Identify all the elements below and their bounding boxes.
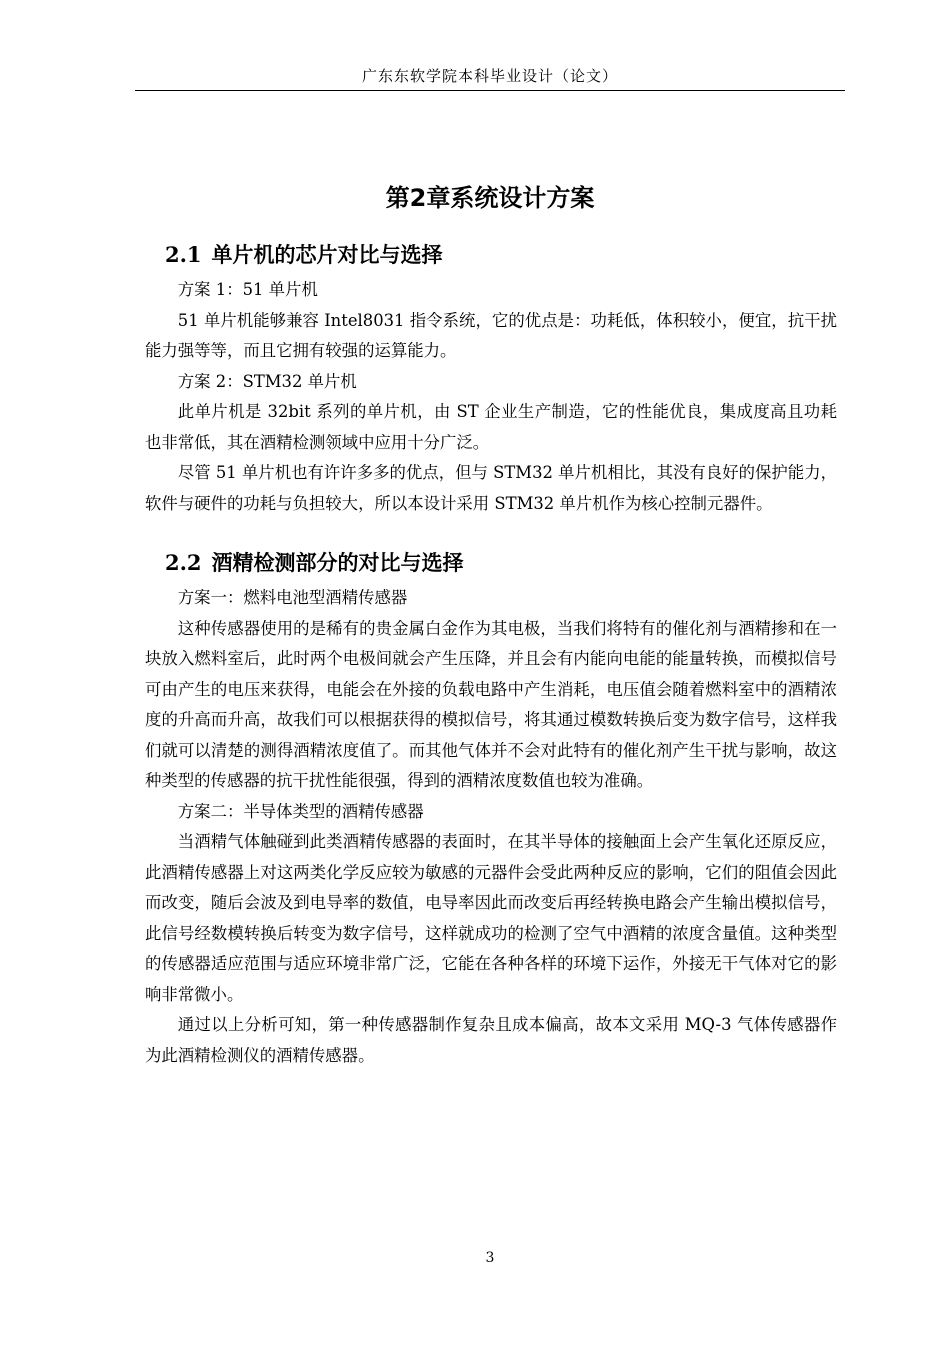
- paragraph: 方案一：燃料电池型酒精传感器: [177, 588, 408, 607]
- page-header: 广东东软学院本科毕业设计（论文）: [361, 67, 618, 85]
- paragraph: 方案 2：STM32 单片机: [177, 371, 357, 391]
- section-heading: [145, 235, 837, 275]
- section-2-1: [145, 235, 837, 519]
- paragraph: 方案二：半导体类型的酒精传感器: [177, 801, 424, 821]
- section-number: 2.2: [165, 550, 202, 575]
- page-number: 3: [485, 1250, 495, 1266]
- section-number: 2.1: [165, 242, 202, 267]
- section-heading: [145, 543, 837, 583]
- main-content: [145, 235, 837, 1071]
- paragraph: 方案 1：51 单片机: [177, 280, 318, 299]
- paragraph: 尽管 51 单片机也有许许多多的优点，但与 STM32 单片机相比，其没有良好的保护能力，软件与硬件的功耗与负担较大，所以本设计采用 STM32 单片机作为核心控制元器件。: [145, 463, 837, 513]
- paragraph: 通过以上分析可知，第一种传感器制作复杂且成本偏高，故本文采用 MQ-3 气体传感器作为此酒精检测仪的酒精传感器。: [145, 1015, 837, 1065]
- header-rule: [135, 90, 845, 91]
- paragraph: 51 单片机能够兼容 Intel8031 指令系统，它的优点是：功耗低，体积较小，便宜，抗干扰能力强等等，而且它拥有较强的运算能力。: [145, 310, 837, 360]
- section-title: 酒精检测部分的对比与选择: [211, 551, 464, 575]
- paragraph: 此单片机是 32bit 系列的单片机，由 ST 企业生产制造，它的性能优良，集成度高且功耗也非常低，其在酒精检测领域中应用十分广泛。: [145, 402, 837, 452]
- section-spacer: [145, 519, 837, 543]
- paragraph: 当酒精气体触碰到此类酒精传感器的表面时，在其半导体的接触面上会产生氧化还原反应，此酒精传感器上对这两类化学反应较为敏感的元器件会受此两种反应的影响，它们的阻值会因此而改变，随后会波及到电导率的数值，电导率因此而改变后再经转换电路会产生输出模拟信号，此信号经数模转换后转变为数字信号，这样就成功的检测了空气中酒精的浓度含量值。这种类型的传感器适应范围与适应环境非常广泛，它能在各种各样的环境下运作，外接无干气体对它的影响非常微小。: [145, 832, 837, 1004]
- section-title: 单片机的芯片对比与选择: [211, 243, 443, 267]
- section-2-2: [145, 543, 837, 1071]
- paragraph: 这种传感器使用的是稀有的贵金属白金作为其电极，当我们将特有的催化剂与酒精掺和在一块放入燃料室后，此时两个电极间就会产生压降，并且会有内能向电能的能量转换，而模拟信号可由产生的电压来获得，电能会在外接的负载电路中产生消耗，电压值会随着燃料室中的酒精浓度的升高而升高，故我们可以根据获得的模拟信号，将其通过模数转换后变为数字信号，这样我们就可以清楚的测得酒精浓度值了。而其他气体并不会对此特有的催化剂产生干扰与影响，故这种类型的传感器的抗干扰性能很强，得到的酒精浓度数值也较为准确。: [145, 618, 837, 790]
- chapter-title: 第2章系统设计方案: [385, 184, 595, 212]
